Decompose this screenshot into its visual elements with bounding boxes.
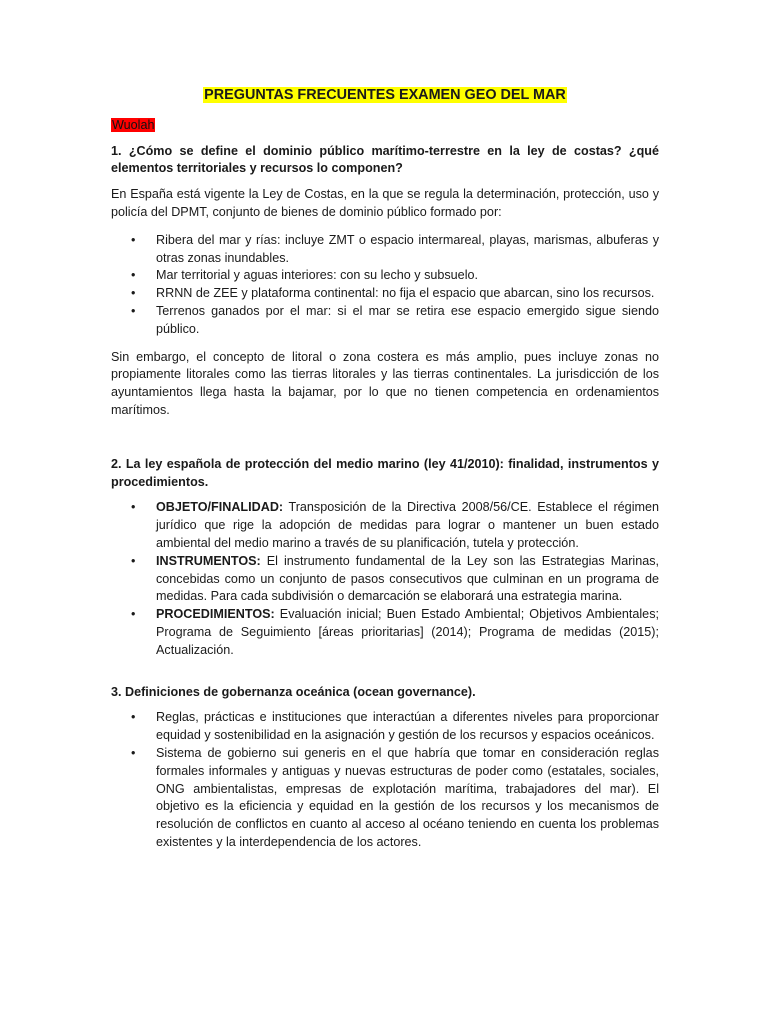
list-item <box>111 303 659 339</box>
list-item-label: OBJETO/FINALIDAD: <box>156 500 284 515</box>
list-item-text: Terrenos ganados por el mar: si el mar se retira ese espacio emergido sigue siendo público. <box>156 303 659 336</box>
section-3 <box>111 684 659 852</box>
bullet-icon: • <box>131 745 136 760</box>
section-spacer <box>111 670 659 684</box>
section-2 <box>111 456 659 660</box>
list-item <box>111 745 659 852</box>
list-item-label: PROCEDIMIENTOS: <box>156 607 275 622</box>
bullet-icon: • <box>131 232 136 247</box>
list-item-text: Sistema de gobierno sui generis en el que habría que tomar en consideración reglas formales informales y antiguas y nuevas estructuras de poder como (estatales, sociales, ONG ambientalistas, empresas de explotación marítima, trabajadores del mar). El objetivo es la eficiencia y equidad en la gestión de los recursos y los mecanismos de resolución de conflictos en cuanto al acceso al océano teniendo en cuenta los problemas existentes y la interdependencia de los actores. <box>156 745 659 849</box>
list-item <box>111 285 659 303</box>
section-1 <box>111 143 659 420</box>
list-item <box>111 499 659 552</box>
document-page <box>111 86 659 862</box>
list-item <box>111 267 659 285</box>
list-item-text: RRNN de ZEE y plataforma continental: no fija el espacio que abarcan, sino los recursos. <box>156 286 655 301</box>
bullet-icon: • <box>131 500 136 515</box>
tag-container <box>111 117 659 135</box>
question-2: 2. La ley española de protección del medio marino (ley 41/2010): finalidad, instrumentos y procedimientos. <box>111 456 659 489</box>
section-1-intro: En España está vigente la Ley de Costas, en la que se regula la determinación, protección, uso y policía del DPMT, conjunto de bienes de dominio público formado por: <box>111 187 659 219</box>
list-item-label: INSTRUMENTOS: <box>156 553 261 568</box>
list-item-text: Mar territorial y aguas interiores: con su lecho y subsuelo. <box>156 268 478 283</box>
section-1-closing: Sin embargo, el concepto de litoral o zona costera es más amplio, pues incluye zonas no propiamente litorales como las tierras litorales y las tierras continentales. La jurisdicción de los ayuntamientos llega hasta la bajamar, por lo que no tienen competencia en ordenamientos marítimos. <box>111 349 659 417</box>
bullet-icon: • <box>131 553 136 568</box>
list-item <box>111 553 659 606</box>
list-item-text: Ribera del mar y rías: incluye ZMT o espacio intermareal, playas, marismas, albuferas y otras zonas inundables. <box>156 232 659 265</box>
list-item-text: Evaluación inicial; Buen Estado Ambiental; Objetivos Ambientales; Programa de Seguimiento [áreas prioritarias] (2014); Programa de medidas (2015); Actualización. <box>156 607 659 657</box>
list-item-text: Reglas, prácticas e instituciones que interactúan a diferentes niveles para proporcionar equidad y sostenibilidad en la asignación y gestión de los recursos y espacios oceánicos. <box>156 710 659 743</box>
bullet-icon: • <box>131 607 136 622</box>
list-item <box>111 709 659 745</box>
source-tag: Wuolah <box>112 117 155 132</box>
question-3: 3. Definiciones de gobernanza oceánica (ocean governance). <box>111 684 476 699</box>
section-spacer <box>111 430 659 456</box>
bullet-icon: • <box>131 268 136 283</box>
section-3-list <box>111 709 659 851</box>
question-1: 1. ¿Cómo se define el dominio público marítimo-terrestre en la ley de costas? ¿qué elementos territoriales y recursos lo componen? <box>111 143 659 176</box>
document-title: PREGUNTAS FRECUENTES EXAMEN GEO DEL MAR <box>204 87 566 103</box>
list-item-text: El instrumento fundamental de la Ley son las Estrategias Marinas, concebidas como un conjunto de pasos consecutivos que culminan en un programa de medidas. Para cada subdivisión o demarcación se elaborará una estrategia marina. <box>156 553 659 604</box>
bullet-icon: • <box>131 286 136 301</box>
list-item-text: Transposición de la Directiva 2008/56/CE. Establece el régimen jurídico que rige la adopción de medidas para lograr o mantener un buen estado ambiental del medio marino a través de su planificación, tutela y protección. <box>156 500 659 550</box>
list-item <box>111 232 659 268</box>
title-container <box>111 86 659 105</box>
bullet-icon: • <box>131 710 136 725</box>
list-item <box>111 606 659 659</box>
section-1-list <box>111 232 659 339</box>
bullet-icon: • <box>131 303 136 318</box>
section-2-list <box>111 499 659 659</box>
